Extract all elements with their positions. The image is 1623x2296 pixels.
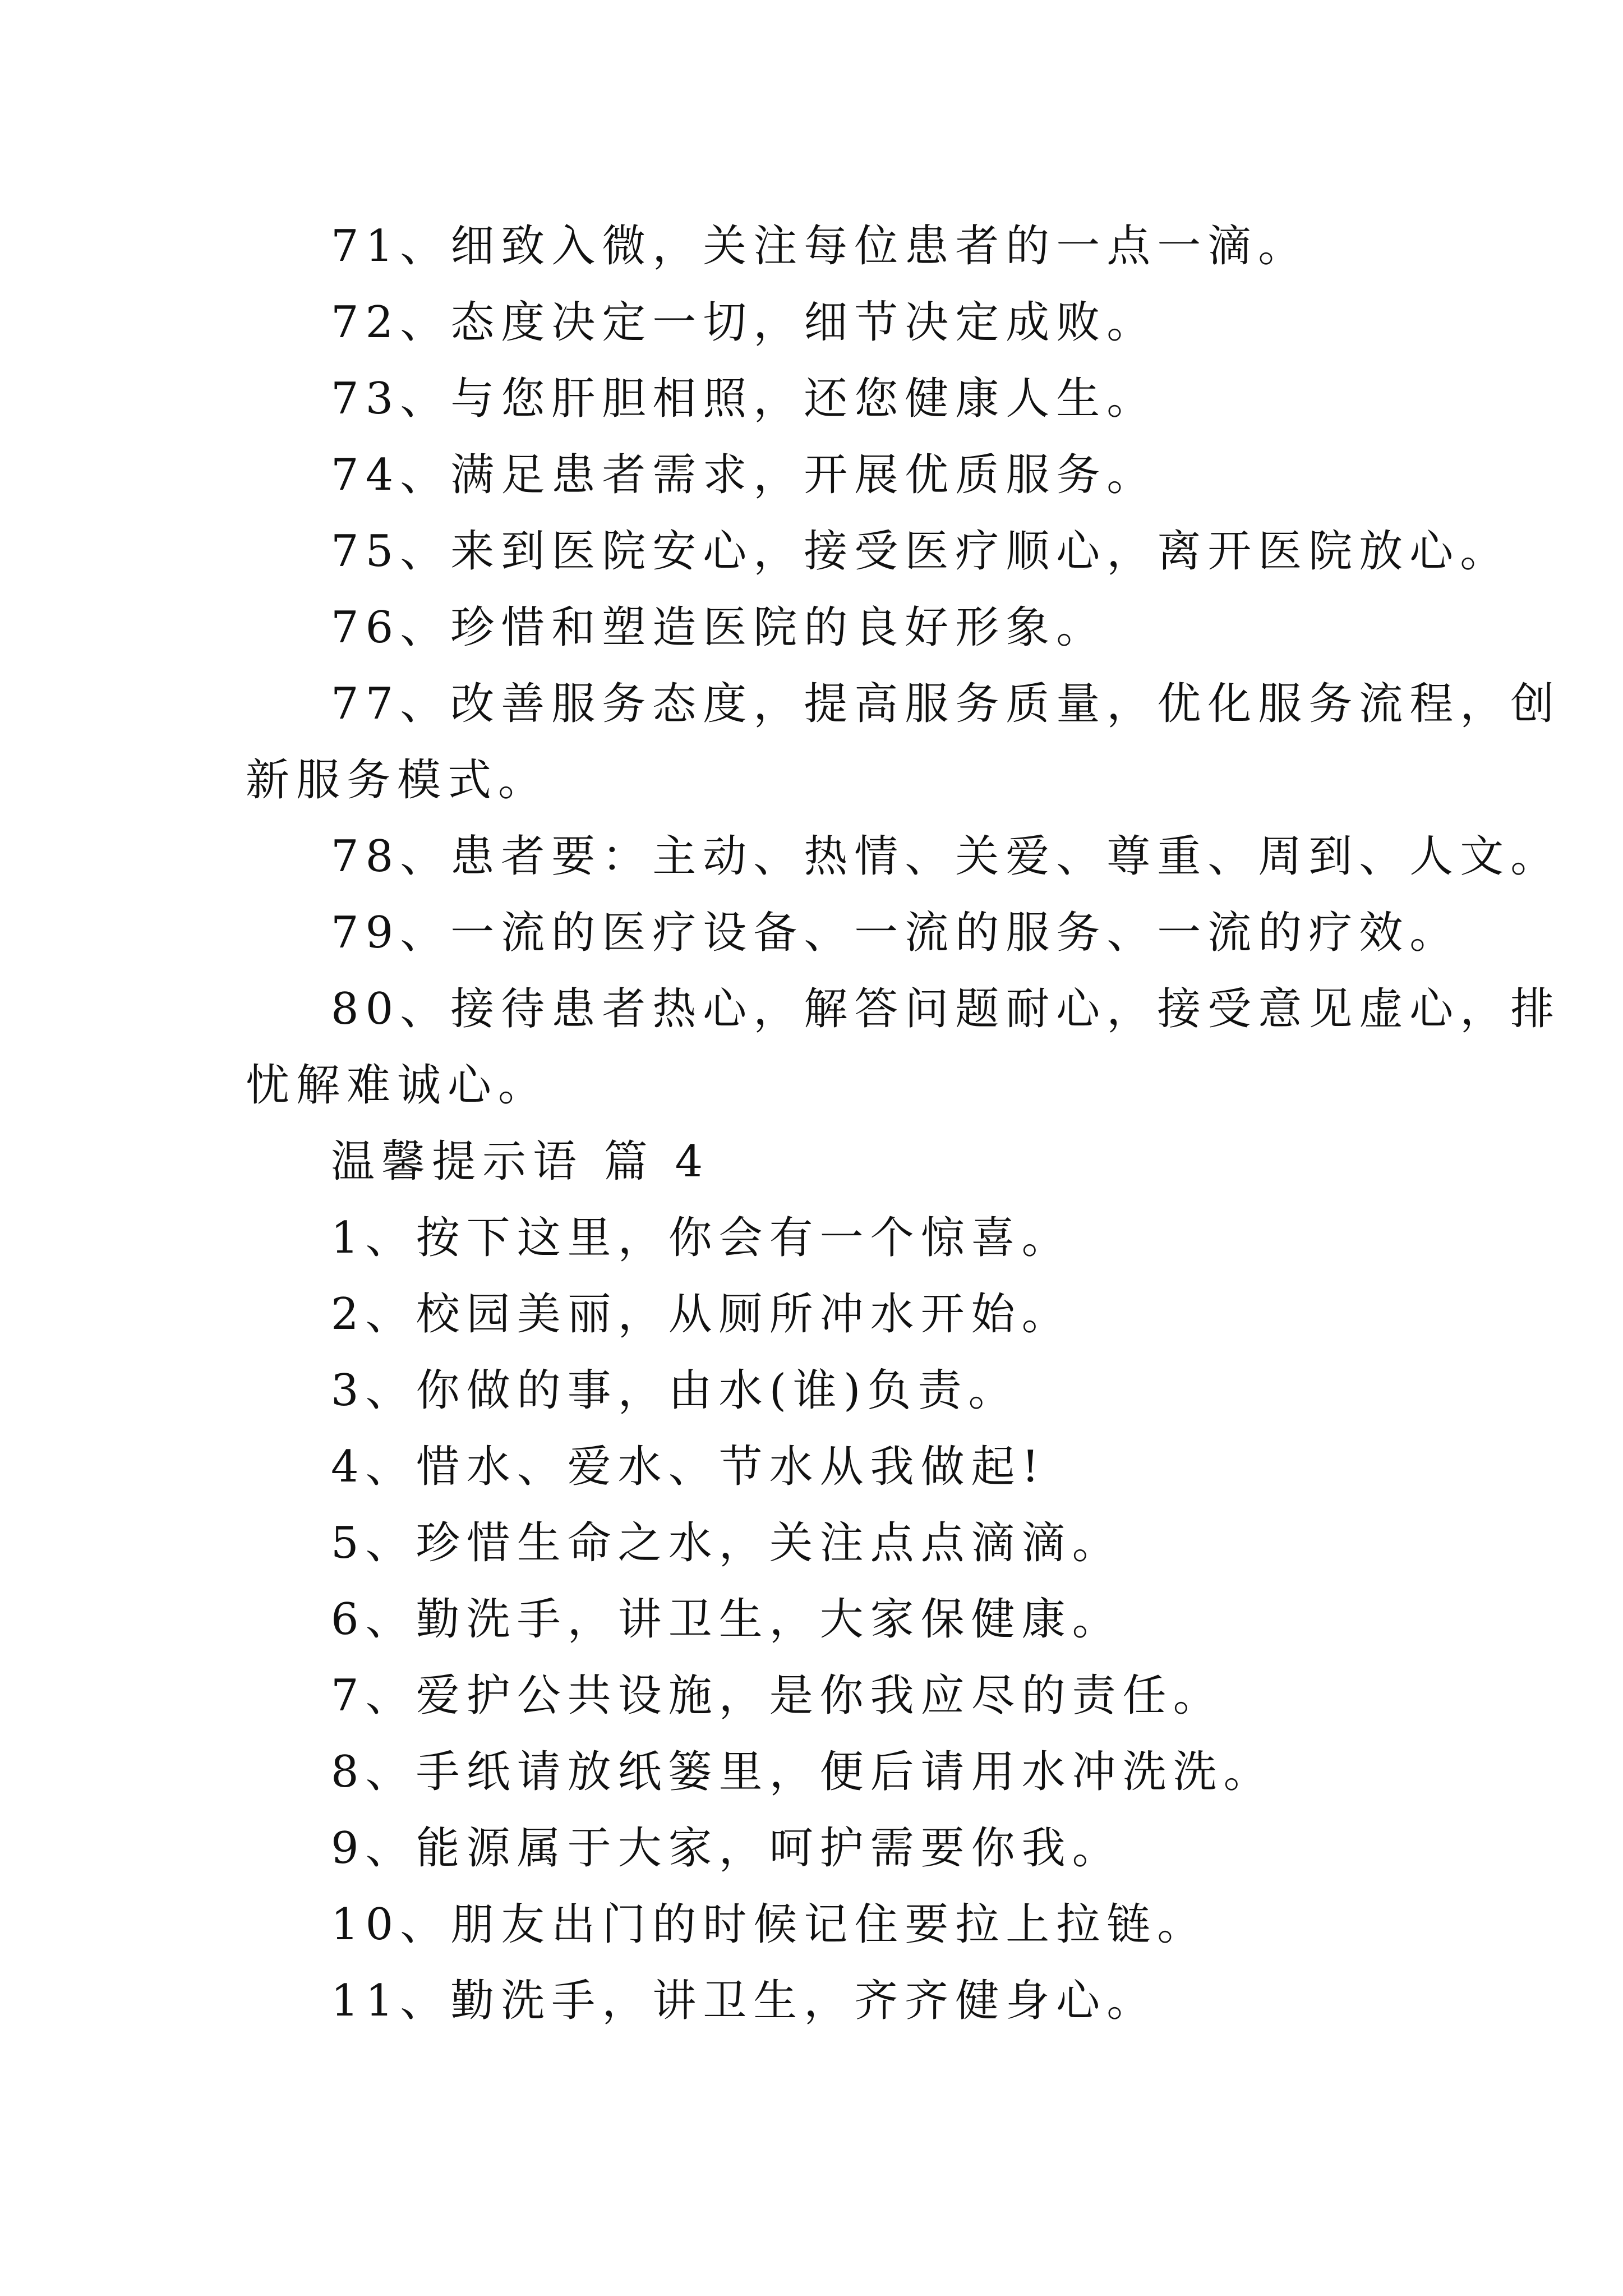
paragraph-line: 76、珍惜和塑造医院的良好形象。 bbox=[331, 602, 1107, 653]
paragraph-line: 77、改善服务态度，提高服务质量，优化服务流程，创 bbox=[331, 679, 1561, 729]
paragraph-line: 10、朋友出门的时候记住要拉上拉链。 bbox=[331, 1899, 1208, 1950]
paragraph-line: 80、接待患者热心，解答问题耐心，接受意见虚心，排 bbox=[331, 984, 1561, 1034]
paragraph-line: 3、你做的事，由水(谁)负责。 bbox=[331, 1365, 1019, 1416]
paragraph-line: 75、来到医院安心，接受医疗顺心，离开医院放心。 bbox=[331, 526, 1511, 577]
paragraph-line: 73、与您肝胆相照，还您健康人生。 bbox=[331, 374, 1158, 424]
paragraph-line: 8、手纸请放纸篓里，便后请用水冲洗洗。 bbox=[331, 1747, 1274, 1797]
paragraph-line: 9、能源属于大家，呵护需要你我。 bbox=[331, 1823, 1123, 1874]
paragraph-line: 71、细致入微，关注每位患者的一点一滴。 bbox=[331, 221, 1309, 272]
paragraph-line: 74、满足患者需求，开展优质服务。 bbox=[331, 450, 1158, 500]
paragraph-line: 78、患者要：主动、热情、关爱、尊重、周到、人文。 bbox=[331, 831, 1561, 882]
paragraph-line: 1、按下这里，你会有一个惊喜。 bbox=[331, 1213, 1072, 1263]
paragraph-line-continuation: 忧解难诚心。 bbox=[246, 1060, 549, 1111]
paragraph-line: 7、爱护公共设施，是你我应尽的责任。 bbox=[331, 1671, 1224, 1721]
paragraph-line: 72、态度决定一切，细节决定成败。 bbox=[331, 297, 1158, 348]
paragraph-line: 4、惜水、爱水、节水从我做起! bbox=[331, 1442, 1046, 1492]
paragraph-line: 11、勤洗手，讲卫生，齐齐健身心。 bbox=[331, 1976, 1158, 2026]
paragraph-line: 5、珍惜生命之水，关注点点滴滴。 bbox=[331, 1518, 1123, 1568]
paragraph-line: 6、勤洗手，讲卫生，大家保健康。 bbox=[331, 1594, 1123, 1645]
paragraph-line: 2、校园美丽，从厕所冲水开始。 bbox=[331, 1289, 1072, 1340]
section-heading: 温馨提示语 篇 4 bbox=[331, 1137, 710, 1187]
paragraph-line: 79、一流的医疗设备、一流的服务、一流的疗效。 bbox=[331, 908, 1460, 958]
paragraph-line-continuation: 新服务模式。 bbox=[246, 755, 549, 806]
